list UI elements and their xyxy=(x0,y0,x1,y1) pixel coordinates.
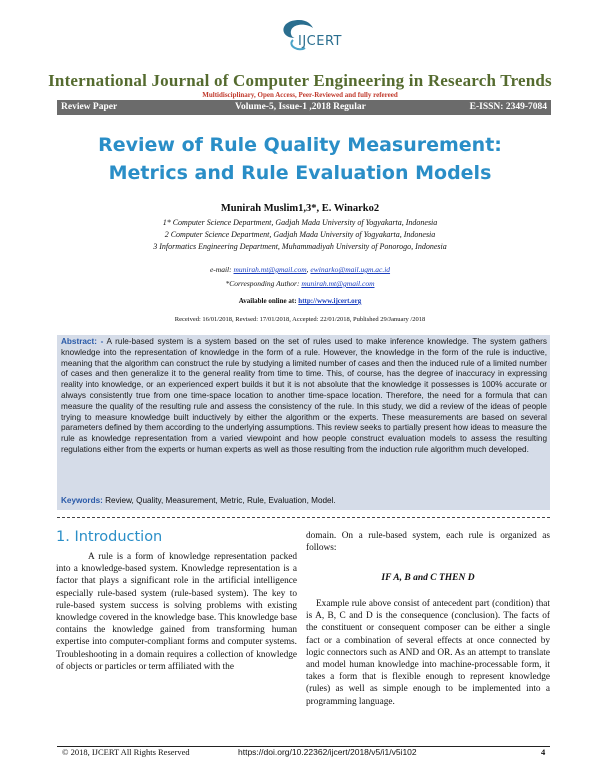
email-link-1[interactable]: munirah.mt@gmail.com xyxy=(233,265,307,274)
journal-title: International Journal of Computer Engineering in Research Trends xyxy=(48,71,552,90)
corresp-label: *Corresponding Author: xyxy=(225,279,300,288)
keywords-label: Keywords: xyxy=(61,496,103,505)
page-number: 4 xyxy=(541,747,546,757)
intro-text: A rule is a form of knowledge representation packed into a knowledge-based system. Knowledge representation is a factor that plays a significant role in the artificial intelligence especially rule-based system (rule-based system). The key to rule-based system success is solving problems with existing knowledge covered in the knowledge base. This knowledge base contains the knowledge gained from transforming human expertise into computer-compliant forms and computer systems. Troubleshooting in a domain requires a collection of knowledge of objects or particles or term affiliated with the xyxy=(56,552,297,672)
authors: Munirah Muslim1,3*, E. Winarko2 xyxy=(220,203,380,214)
affiliation-2: 2 Computer Science Department, Gadjah Mada University of Yogyakarta, Indonesia xyxy=(164,230,436,239)
logo-text: IJCERT xyxy=(298,34,342,49)
volume-info: Volume-5, Issue-1 ,2018 Regular xyxy=(235,102,366,112)
abstract-text: A rule-based system is a system based on the set of rules used to make inference knowledge. The system gathers knowledge into the representation of knowledge in the form of a rule. However, the knowledge in the form of the rule is inductive, meaning that the algorithm can construct the rule by studying a limited number of cases and then the induced rule of a limited number of cases and then generalize it to the general reality from time to time. This, of course, has the degree of inaccuracy in expressing reality into knowledge, or an experienced expert builds it but it is not absolute that the knowledge it possesses is 100% accurate or always consistently true from one time-space location to another time-space location. Therefore, the need for a formula that can measure the quality of the resulting rule and assess the consistency of the rule. In this study, we did a review of the ideas of people trying to measure knowledge built inductively by either the algorithm or the experts. These measurements are based on several parameters defined by them according to the underlying assumptions. This review seeks to partially present how ideas to measure the rule as knowledge representation from a varied viewpoint and how people construct evaluation models to assess the resulting regulations either from the experts or human experts as well as those resulting from the induction rule algorithm much developed. xyxy=(61,337,547,454)
affiliation-1: 1* Computer Science Department, Gadjah Mada University of Yogyakarta, Indonesia xyxy=(162,218,438,227)
abstract-label: Abstract: - xyxy=(61,337,104,346)
footer-doi-link[interactable]: https://doi.org/10.22362/ijcert/2018/v5/i1/v5i102 xyxy=(238,747,417,757)
intro-heading: 1. Introduction xyxy=(56,529,163,545)
issn: E-ISSN: 2349-7084 xyxy=(469,102,547,112)
keywords-text: Review, Quality, Measurement, Metric, Rule, Evaluation, Model. xyxy=(105,496,336,505)
section-divider xyxy=(57,517,550,518)
corresp-email-link[interactable]: munirah.mt@gmail.com xyxy=(301,279,375,288)
affiliation-3: 3 Informatics Engineering Department, Muhammadiyah University of Ponorogo, Indonesia xyxy=(153,242,447,251)
corresponding-author xyxy=(0,279,600,288)
journal-subtitle: Multidisciplinary, Open Access, Peer-Reviewed and fully refereed xyxy=(202,91,398,99)
emails: e-mail: munirah.mt@gmail.com, ewinarko@mail.ugm.ac.id xyxy=(209,265,391,274)
col2-text: Example rule above consist of antecedent part (condition) that is A, B, C and D is the consequence (conclusion). The facts of the constituent or consequent composer can be either a single fact or a combination of several effects at once connected by logic connectors such as AND and OR. As an attempt to translate and model human knowledge into machine-processable form, it takes a form that is flexible enough to represent knowledge (rules) as well as simple enough to be implemented into a programming language. xyxy=(306,599,550,707)
abstract xyxy=(61,337,547,456)
paper-title xyxy=(0,131,600,187)
received-dates: Received: 16/01/2018, Revised: 17/01/2018, Accepted: 22/01/2018, Published 29/January /2018 xyxy=(174,316,426,323)
paper-title-line1: Review of Rule Quality Measurement: xyxy=(98,134,502,156)
col2-paragraph xyxy=(306,598,550,708)
keywords xyxy=(61,496,547,505)
journal-url-link[interactable]: http://www.ijcert.org xyxy=(298,297,362,305)
email-link-2[interactable]: ewinarko@mail.ugm.ac.id xyxy=(310,265,391,274)
email-label: e-mail: xyxy=(209,265,232,274)
avail-label: Available online at: xyxy=(238,297,297,305)
col2-intro-paragraph: domain. On a rule-based system, each rule is organized as follows: xyxy=(306,531,550,554)
rule-example: IF A, B and C THEN D xyxy=(381,573,475,583)
intro-paragraph xyxy=(56,551,297,673)
issue-info-bar xyxy=(57,100,551,115)
footer-copyright: © 2018, IJCERT All Rights Reserved xyxy=(62,747,190,757)
available-online xyxy=(0,297,600,305)
paper-title-line2: Metrics and Rule Evaluation Models xyxy=(108,162,492,184)
paper-type: Review Paper xyxy=(61,102,118,112)
